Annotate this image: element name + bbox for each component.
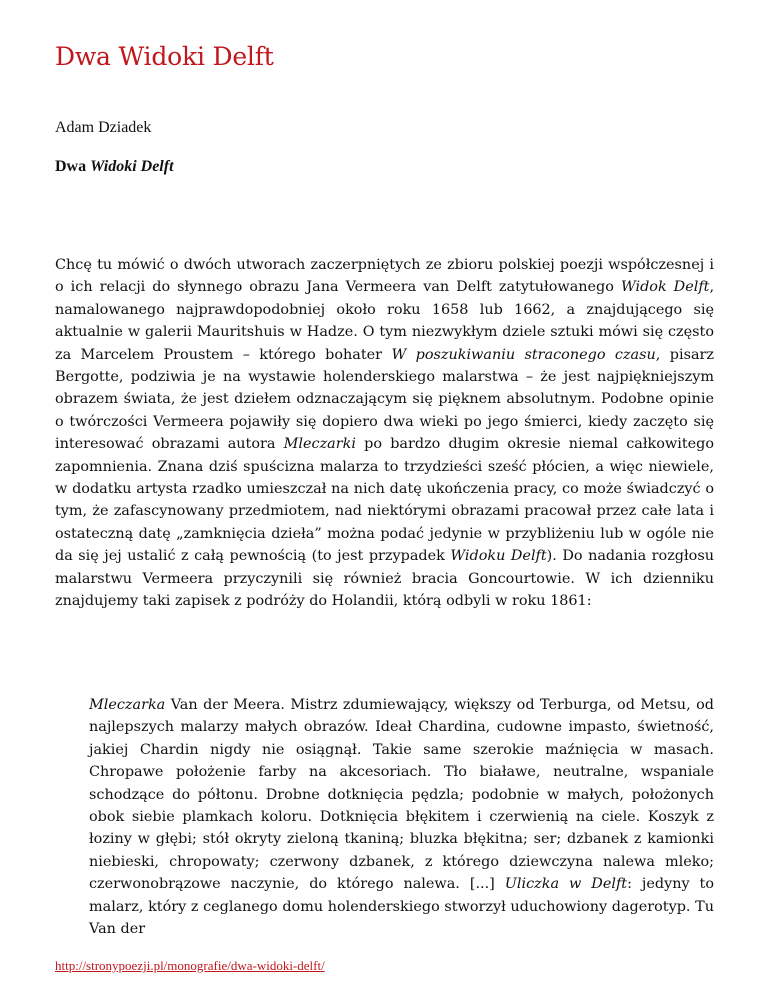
subtitle-prefix: Dwa [55,158,91,175]
text-run: : jedyny to malarz, który z ceglanego domu holenderskiego stworzył uduchowiony dagerotyp. Tu Van der [89,876,714,938]
author-name: Adam Dziadek [55,119,152,136]
text-run-italic: Mleczarka [89,697,166,713]
page-title: Dwa Widoki Delft [55,42,274,71]
block-quote [89,694,714,940]
subtitle-italic: Widoki Delft [90,158,174,175]
text-run-italic: Widok Delft [620,279,710,296]
article-subtitle [55,158,174,176]
source-url-link[interactable]: http://stronypoezji.pl/monografie/dwa-widoki-delft/ [55,958,325,973]
text-run: , pisarz Bergotte, podziwia je na wystawie holenderskiego malarstwa – że jest najpiękniejszym obrazem świata, że jest dziełem odznaczającym się pięknem absolutnym. Podobne opinie o twórczości Vermeera pojawiły się dopiero dwa wieki po jego śmierci, kiedy zaczęto się interesować obrazami autora [55,346,714,453]
text-run: Van der Meera. Mistrz zdumiewający, większy od Terburga, od Metsu, od najlepszych malarzy małych obrazów. Ideał Chardina, cudowne impasto, świetność, jakiej Chardin nigdy nie osiągnął. Takie same szerokie maźnięcia w masach. Chropawe położenie farby na akcesoriach. Tło białawe, neutralne, wspaniale schodzące do półtonu. Drobne dotknięcia pędzla; podobnie w małych, położonych obok siebie plamkach koloru. Dotknięcia błękitem i czerwienią na ciele. Koszyk z łoziny w głębi; stół okryty zieloną tkaniną; bluzka błękitna; ser; dzbanek z kamionki niebieski, chropowaty; czerwony dzbanek, z którego dziewczyna nalewa mleko; czerwonobrązowe naczynie, do którego nalewa. [...] [89,697,714,893]
text-run-italic: W poszukiwaniu straconego czasu [391,346,656,363]
text-run-italic: Mleczarki [283,436,356,453]
text-run: ). Do nadania rozgłosu malarstwu Vermeera przyczynili się również bracia Goncourtowie. W ich dzienniku znajdujemy taki zapisek z podróży do Holandii, którą odbyli w roku 1861: [55,548,714,610]
text-run-italic: Widoku Delft [450,548,547,565]
text-run: Chcę tu mówić o dwóch utworach zaczerpniętych ze zbioru polskiej poezji współczesnej i o ich relacji do słynnego obrazu Jana Vermeera van Delft zatytułowanego [55,257,714,296]
text-run: , namalowanego najprawdopodobniej około roku 1658 lub 1662, a znajdującego się aktualnie w galerii Mauritshuis w Hadze. O tym niezwykłym dziele sztuki mówi się często za Marcelem Proustem – którego bohater [55,279,715,363]
text-run-italic: Uliczka w Delft [504,876,628,893]
text-run: po bardzo długim okresie niemal całkowitego zapomnienia. Znana dziś spuścizna malarza to trzydzieści sześć płócien, a więc niewiele, w dodatku artysta rzadko umieszczał na nich datę ukończenia pracy, co może świadczyć o tym, że zafascynowany przedmiotem, nad niektórymi obrazami pracował przez całe lata i ostateczną datę „zamknięcia dzieła” można podać jedynie w przybliżeniu lub w ogóle nie da się jej ustalić z całą pewnością (to jest przypadek [55,436,714,565]
body-paragraph [55,254,714,613]
